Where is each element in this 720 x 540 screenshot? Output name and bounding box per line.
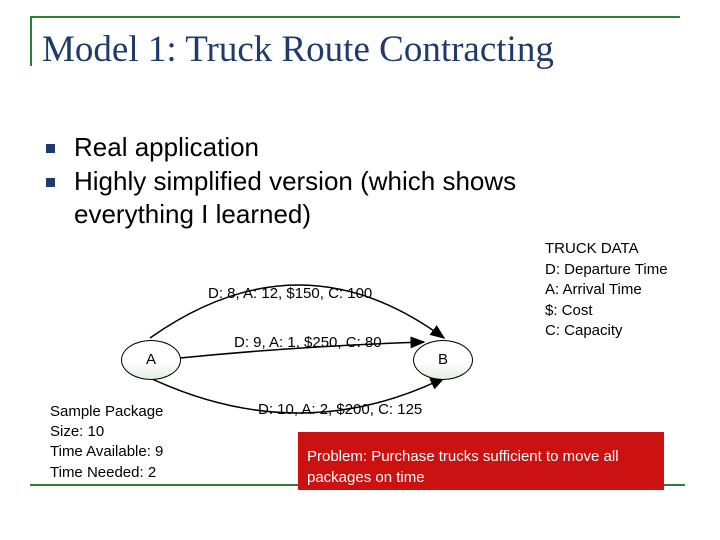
sample-package-info — [50, 402, 163, 483]
truck-data-heading: TRUCK DATA — [545, 240, 639, 257]
node-a: A — [121, 340, 181, 380]
truck-data-line: A: Arrival Time — [545, 281, 642, 298]
bullet-text: Highly simplified version (which shows everything I learned) — [74, 166, 517, 229]
edge-label-middle: D: 9, A: 1, $250, C: 80 — [234, 334, 382, 351]
truck-data-line: D: Departure Time — [545, 260, 668, 278]
edge-label-bottom: D: 10, A: 2, $200, C: 125 — [258, 401, 423, 418]
slide-title: Model 1: Truck Route Contracting — [42, 29, 554, 70]
sample-package-line: Time Needed: 2 — [50, 463, 157, 481]
bullet-text: Real application — [74, 132, 260, 162]
problem-text: Problem: Purchase trucks sufficient to move all packages on time — [307, 448, 619, 486]
sample-package-heading: Sample Package — [50, 403, 164, 420]
edge-label-top: D: 8, A: 12, $150, C: 100 — [208, 285, 373, 302]
node-b: B — [413, 340, 473, 380]
problem-box — [298, 432, 664, 490]
sample-package-line: Time Available: 9 — [50, 443, 164, 461]
truck-data-legend — [545, 239, 668, 342]
truck-data-line: $: Cost — [545, 301, 593, 319]
truck-data-line: C: Capacity — [545, 322, 623, 339]
sample-package-line: Size: 10 — [50, 423, 105, 441]
